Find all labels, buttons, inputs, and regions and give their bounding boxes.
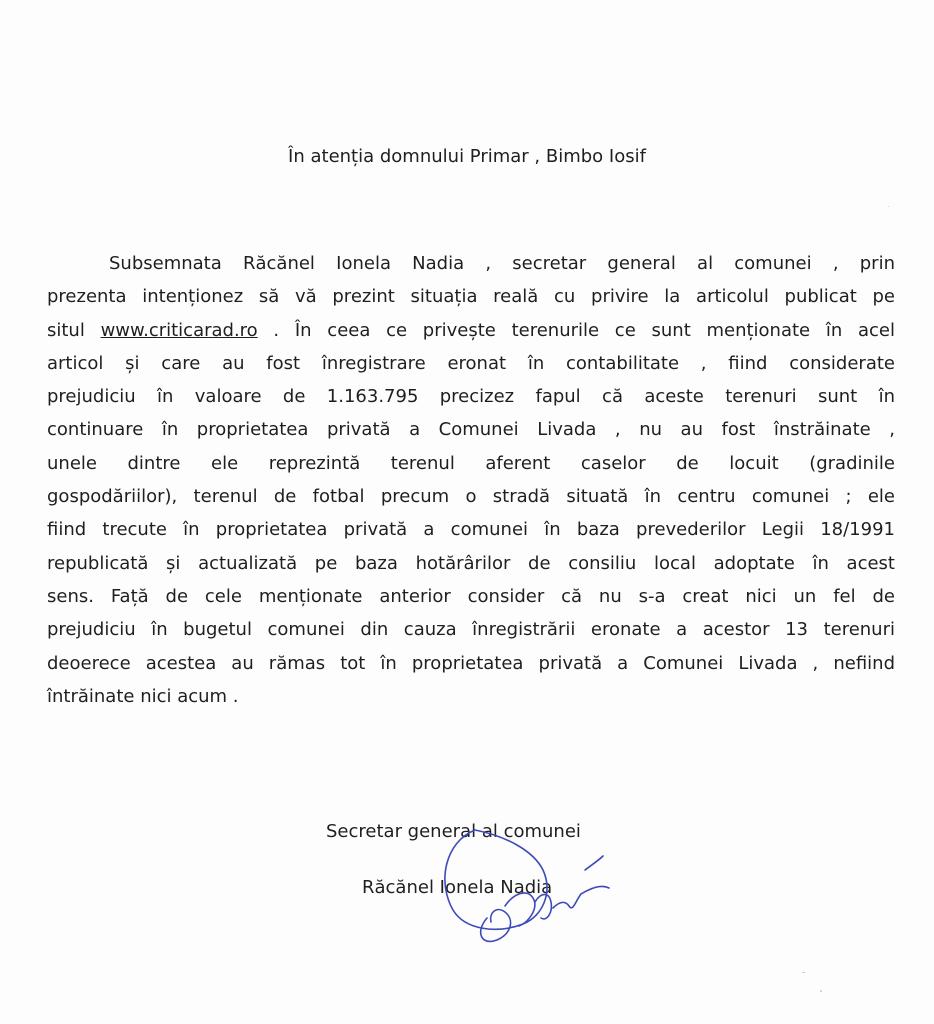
signature-title: Secretar general al comunei bbox=[326, 821, 581, 842]
handwritten-signature-icon bbox=[435, 822, 615, 952]
body-line-10: republicată și actualizată pe baza hotărârilor de consiliu local adoptate în acest bbox=[47, 552, 895, 574]
body-line-14: întrăinate nici acum . bbox=[47, 685, 239, 707]
signature-name: Răcănel Ionela Nadia bbox=[362, 877, 553, 898]
criticarad-link[interactable]: www.criticarad.ro bbox=[100, 319, 258, 341]
paper-speck bbox=[802, 972, 805, 973]
body-line-9: fiind trecute în proprietatea privată a comunei în baza prevederilor Legii 18/1991 bbox=[47, 519, 895, 541]
body-line-8: gospodăriilor), terenul de fotbal precum o stradă situată în centru comunei ; ele bbox=[47, 486, 895, 508]
body-line-1: Subsemnata Răcănel Ionela Nadia , secretar general al comunei , prin bbox=[109, 253, 895, 274]
body-line-6: continuare în proprietatea privată a Comunei Livada , nu au fost înstrăinate , bbox=[47, 419, 895, 441]
body-line-12: prejudiciu în bugetul comunei din cauza înregistrării eronate a acestor 13 terenuri bbox=[47, 619, 895, 641]
body-line-4: articol și care au fost înregistrare eronat în contabilitate , fiind considerate bbox=[47, 352, 895, 374]
body-line-5: prejudiciu în valoare de 1.163.795 precizez fapul că aceste terenuri sunt în bbox=[47, 386, 895, 408]
body-line-7: unele dintre ele reprezintă terenul aferent caselor de locuit (gradinile bbox=[47, 452, 895, 474]
paper-speck bbox=[888, 206, 889, 207]
body-line-11: sens. Față de cele menționate anterior consider că nu s-a creat nici un fel de bbox=[47, 585, 895, 607]
body-line-13: deoerece acestea au rămas tot în proprietatea privată a Comunei Livada , nefiind bbox=[47, 652, 895, 674]
body-line-3 bbox=[47, 314, 895, 347]
paper-speck bbox=[820, 990, 822, 992]
letter-body bbox=[47, 247, 895, 713]
body-line-2: prezenta intenționez să vă prezint situația reală cu privire la articolul publicat pe bbox=[47, 286, 895, 308]
body-line-3-prefix: situl bbox=[47, 319, 101, 341]
body-line-3-suffix: . În ceea ce privește terenurile ce sunt menționate în acel bbox=[257, 319, 895, 341]
addressee-line: În atenția domnului Primar , Bimbo Iosif bbox=[288, 146, 646, 167]
